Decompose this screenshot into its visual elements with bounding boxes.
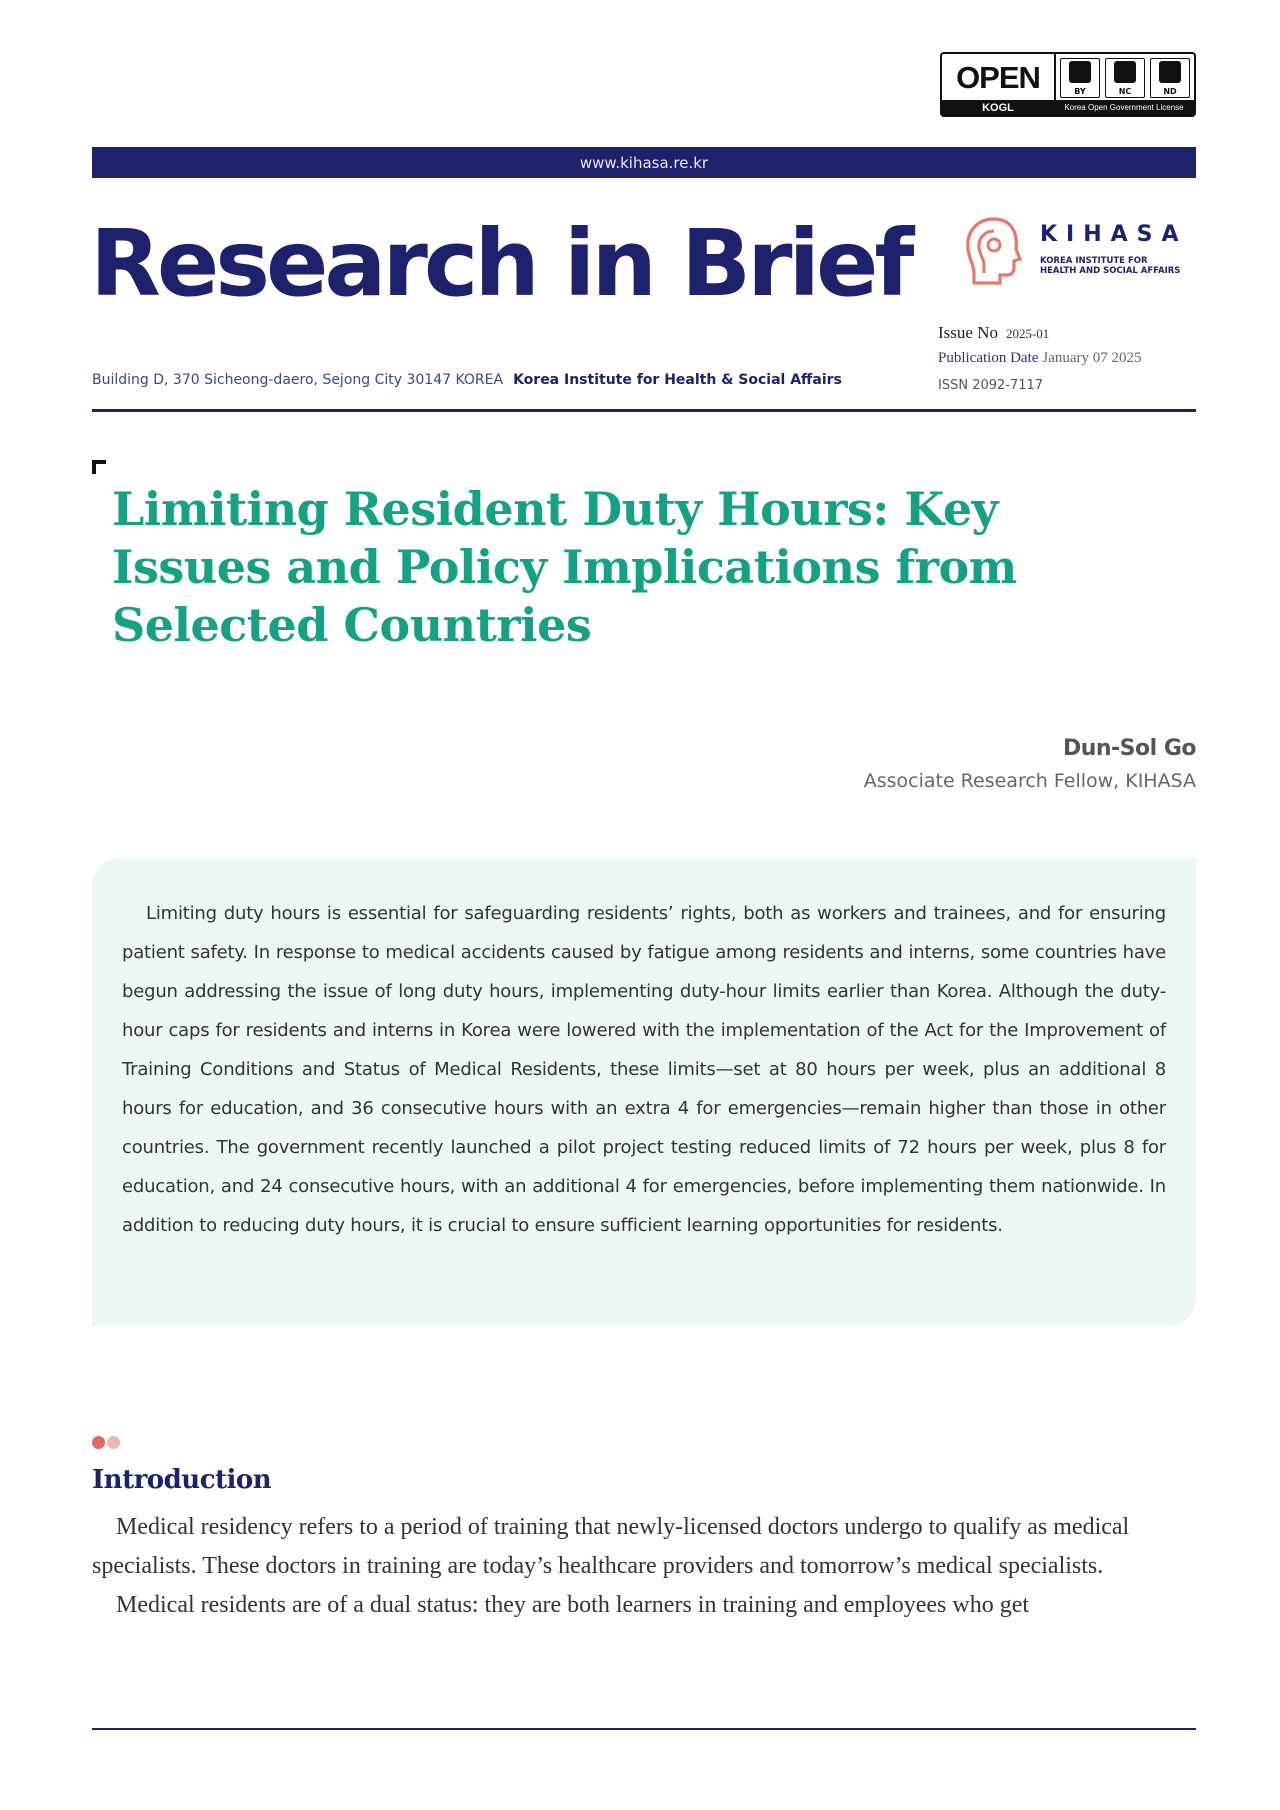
abstract-box (92, 858, 1196, 1326)
badge-divider (1054, 54, 1056, 102)
kogl-label: KOGL (982, 101, 1014, 114)
website-band (92, 147, 1196, 178)
paragraph: Medical residents are of a dual status: they are both learners in training and employees who get (116, 1592, 1030, 1618)
header-divider (92, 409, 1196, 412)
issue-label: Issue No (938, 323, 998, 342)
issue-number (938, 323, 1049, 343)
website-link[interactable]: www.kihasa.re.kr (579, 153, 709, 172)
issue-value: 2025-01 (1005, 326, 1050, 341)
section-heading: Introduction (92, 1465, 272, 1495)
pub-date-value: January 07 2025 (1042, 350, 1142, 366)
license-icons (1060, 58, 1190, 98)
nd-icon (1150, 58, 1190, 98)
by-caption: BY (1074, 87, 1086, 96)
dot-light (107, 1436, 120, 1449)
no-derivatives-icon (1159, 61, 1181, 83)
institute-name: Korea Institute for Health & Social Affairs (513, 372, 842, 388)
address: Building D, 370 Sicheong-daero, Sejong City 30147 KOREA (92, 372, 504, 388)
title-corner-mark (92, 460, 106, 474)
nc-icon (1105, 58, 1145, 98)
address-line (92, 372, 842, 388)
pub-date-label: Publication Date (938, 350, 1039, 366)
brand-title: Research in Brief (90, 210, 911, 317)
no-commercial-icon (1114, 61, 1136, 83)
kihasa-subtitle (1040, 257, 1180, 277)
kihasa-logo-icon (960, 215, 1026, 287)
open-logo (942, 54, 1054, 102)
by-icon (1060, 58, 1100, 98)
article-title: Limiting Resident Duty Hours: Key Issues and Policy Implications from Selected Countries (112, 482, 1017, 652)
nc-caption: NC (1118, 87, 1132, 96)
nd-caption: ND (1163, 87, 1177, 96)
section-dots (92, 1436, 120, 1449)
kihasa-subtitle-line-2: HEALTH AND SOCIAL AFFAIRS (1040, 265, 1181, 276)
kihasa-subtitle-line-1: KOREA INSTITUTE FOR (1040, 256, 1148, 266)
paragraph: Medical residency refers to a period of training that newly-licensed doctors undergo to qualify as medical specialists. These doctors in training are today’s healthcare providers and tomorrow’s medical specialists. (92, 1514, 1130, 1579)
issn: ISSN 2092-7117 (938, 378, 1044, 393)
abstract-text: Limiting duty hours is essential for safeguarding residents’ rights, both as workers and trainees, and for ensuring patient safety. In response to medical accidents caused by fatigue among residents and interns, some countries have begun addressing the issue of long duty hours, implementing duty-hour limits earlier than Korea. Although the duty-hour caps for residents and interns in Korea were lowered with the implementation of the Act for the Improvement of Training Conditions and Status of Medical Residents, these limits—set at 80 hours per week, plus an additional 8 hours for education, and 36 consecutive hours with an extra 4 for emergencies—remain higher than those in other countries. The government recently launched a pilot project testing reduced limits of 72 hours per week, plus 8 for education, and 24 consecutive hours, with an additional 4 for emergencies, before implementing them nationwide. In addition to reducing duty hours, it is crucial to ensure sufficient learning opportunities for residents. (122, 903, 1166, 1236)
open-label: OPEN (956, 60, 1040, 95)
dot-dark (92, 1436, 105, 1449)
author-role: Associate Research Fellow, KIHASA (863, 770, 1196, 792)
kihasa-wordmark: KIHASA (1040, 222, 1188, 247)
kogl-license-badge (940, 52, 1196, 117)
footer-divider (92, 1728, 1196, 1730)
kogl-full-name: Korea Open Government License (1064, 103, 1184, 112)
publication-date (938, 350, 1142, 367)
body-text (92, 1508, 1196, 1625)
kogl-bar (942, 100, 1194, 115)
person-icon (1069, 61, 1091, 83)
author-name: Dun-Sol Go (1062, 736, 1196, 761)
